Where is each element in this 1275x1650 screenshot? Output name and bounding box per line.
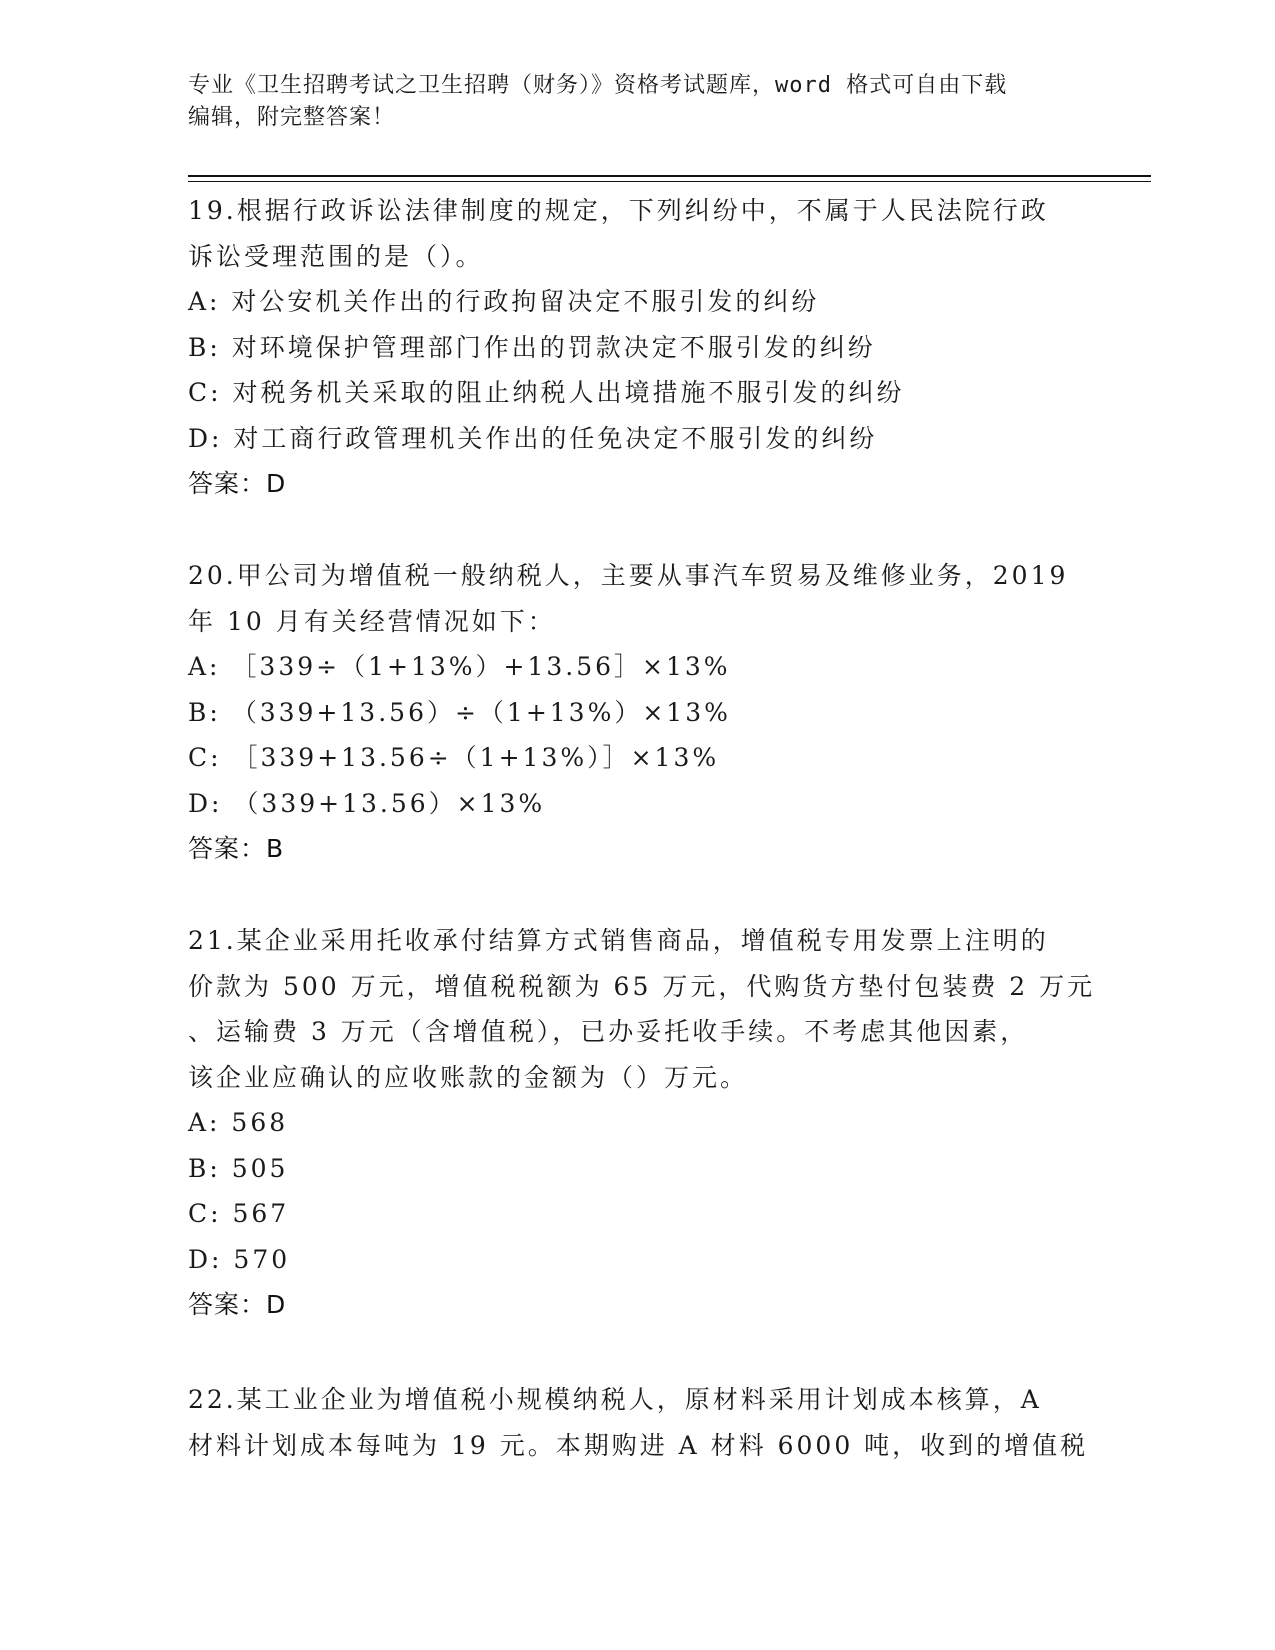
option-d: D: （339+13.56）×13% — [188, 788, 546, 818]
question-stem: 诉讼受理范围的是（）。 — [188, 241, 484, 271]
question-stem: 材料计划成本每吨为 19 元。本期购进 A 材料 6000 吨，收到的增值税 — [188, 1430, 1089, 1460]
question-22 — [188, 1377, 1088, 1468]
option-b: B: （339+13.56）÷（1+13%）×13% — [188, 697, 731, 727]
question-19 — [188, 188, 1088, 507]
question-stem: 21.某企业采用托收承付结算方式销售商品，增值税专用发票上注明的 — [188, 926, 1049, 955]
option-b: B: 对环境保护管理部门作出的罚款决定不服引发的纠纷 — [188, 332, 876, 362]
question-stem: 22.某工业企业为增值税小规模纳税人，原材料采用计划成本核算，A — [188, 1385, 1042, 1414]
option-a: A: 对公安机关作出的行政拘留决定不服引发的纠纷 — [188, 287, 820, 316]
option-d: D: 对工商行政管理机关作出的任免决定不服引发的纠纷 — [188, 423, 878, 453]
option-c: C: ［339+13.56÷（1+13%）］×13% — [188, 743, 720, 772]
header-divider-thin — [188, 181, 1151, 182]
option-c: C: 567 — [188, 1199, 290, 1228]
header-line: 编辑，附完整答案！ — [188, 105, 396, 130]
question-20 — [188, 553, 1088, 872]
option-a: A: 568 — [188, 1108, 289, 1137]
answer: 答案：D — [188, 469, 287, 498]
question-stem: 该企业应确认的应收账款的金额为（）万元。 — [188, 1062, 749, 1092]
question-stem: 价款为 500 万元，增值税税额为 65 万元，代购货方垫付包装费 2 万元 — [188, 971, 1096, 1001]
option-b: B: 505 — [188, 1153, 289, 1183]
header-line: 专业《卫生招聘考试之卫生招聘（财务）》资格考试题库，word 格式可自由下载 — [188, 73, 1008, 98]
answer: 答案：D — [188, 1290, 287, 1319]
question-stem: 20.甲公司为增值税一般纳税人，主要从事汽车贸易及维修业务，2019 — [188, 561, 1069, 590]
header-divider — [188, 175, 1151, 177]
question-stem: 年 10 月有关经营情况如下： — [188, 606, 556, 636]
question-21 — [188, 918, 1096, 1328]
option-a: A: ［339÷（1+13%）+13.56］×13% — [188, 652, 731, 681]
option-c: C: 对税务机关采取的阻止纳税人出境措施不服引发的纠纷 — [188, 378, 905, 407]
document-header — [188, 70, 1068, 134]
answer: 答案：B — [188, 834, 285, 863]
option-d: D: 570 — [188, 1244, 291, 1274]
question-stem: 、运输费 3 万元（含增值税），已办妥托收手续。不考虑其他因素， — [188, 1017, 1029, 1046]
question-stem: 19.根据行政诉讼法律制度的规定，下列纠纷中，不属于人民法院行政 — [188, 196, 1049, 225]
